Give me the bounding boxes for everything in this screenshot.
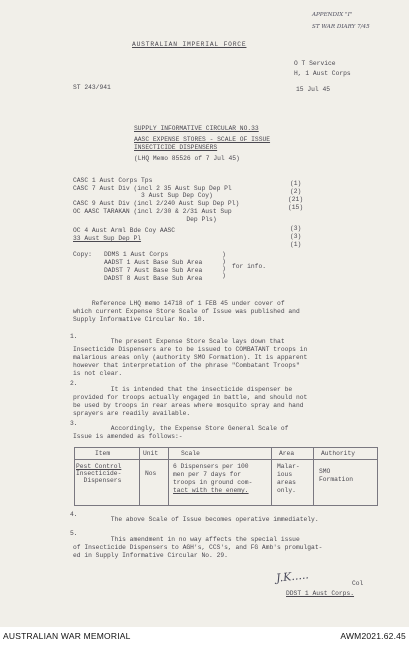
table-cell-area: areas [277,479,296,486]
table-cell-authority: SMO [319,468,331,475]
copy-line: DADST 7 Aust Base Sub Area [104,267,203,274]
para5-line: This amendment in no way affects the special issue [73,536,300,543]
table-divider [271,448,272,505]
handwritten-annotation-line1: APPENDIX "I" [312,12,353,18]
distribution-line: Dep Pls) [73,216,217,223]
footer-accession-number: AWM2021.62.45 [340,631,406,641]
table-cell-area: ious [277,471,293,478]
copy-line: AADST 1 Aust Base Sub Area [104,259,203,266]
intro-line: which current Expense Store Scale of Issue was published and [73,308,300,315]
para3-number: 3. [70,420,78,427]
table-header-authority: Authority [321,450,356,457]
table-header-unit: Unit [143,450,159,457]
distribution-line: OC AASC TARAKAN (incl 2/30 & 2/31 Aust Sup [73,208,232,215]
para5-number: 5. [70,530,78,537]
table-cell-authority: Formation [319,476,354,483]
table-cell-scale: tact with the enemy. [173,487,249,494]
header-title: AUSTRALIAN IMPERIAL FORCE [132,41,247,48]
distribution-count: (3) [290,225,302,232]
reference-number: ST 243/941 [73,84,111,91]
para3-line: Accordingly, the Expense Store General Scale of [73,425,289,432]
table-cell-item: Dispensers [76,477,122,484]
table-cell-unit: Nos [145,470,157,477]
distribution-count: (15) [288,204,304,211]
para1-line: The present Expense Store Scale lays down that [73,338,285,345]
handwritten-signature: J.K..... [275,568,310,585]
table-divider [168,448,169,505]
para2-line: be used by troops in rear areas where mosquito spray and hand [73,402,304,409]
para5-line: ed in Supply Informative Circular No. 29. [73,552,228,559]
para2-line: It is intended that the insecticide dispenser be [73,386,293,393]
table-divider [139,448,140,505]
table-divider [313,448,314,505]
table-cell-scale: 6 Dispensers per 100 [173,463,249,470]
distribution-line: CASC 7 Aust Div (incl 2 35 Aust Sup Dep Pl [73,185,232,192]
distribution-line: OC 4 Aust Arml Bde Coy AASC [73,227,176,234]
signature-rank: Col [352,580,364,587]
distribution-count: (2) [290,188,302,195]
table-cell-item: Pest Control [76,463,122,470]
para1-line: malarious areas only (authority SMO Formation). It is apparent [73,354,308,361]
para5-line: of Insecticide Dispensers to AGH's, CCS's, and FG Amb's promulgat- [73,544,323,551]
distribution-count: (3) [290,233,302,240]
table-header-item: Item [95,450,111,457]
circular-subtitle3: (LHQ Memo 85526 of 7 Jul 45) [134,155,240,162]
copy-label: Copy: [73,251,92,258]
circular-subtitle2: INSECTICIDE DISPENSERS [134,144,218,151]
handwritten-annotation-line2: ST WAR DIARY 7/45 [312,24,370,30]
para2-line: provided for troops actually engaged in battle, and should not [73,394,308,401]
scale-table [74,447,378,506]
office-line2: H, 1 Aust Corps [294,70,351,77]
distribution-line: CASC 9 Aust Div (incl 2/240 Aust Sup Dep Pl) [73,200,240,207]
table-cell-item: Insecticide- [76,470,122,477]
table-header-scale: Scale [181,450,200,457]
copy-bracket: ) ) ) ) [222,251,226,280]
table-header-rule [75,459,377,460]
para1-number: 1. [70,333,78,340]
circular-title: SUPPLY INFORMATIVE CIRCULAR NO.33 [134,125,259,132]
copy-line: DDMS 1 Aust Corps [104,251,169,258]
distribution-count: (1) [290,241,302,248]
circular-subtitle1: AASC EXPENSE STORES - SCALE OF ISSUE [134,136,271,143]
para1-line: is not clear. [73,370,123,377]
office-line1: O T Service [294,60,336,67]
para1-line: Insecticide Dispensers are to be issued to COMBATANT troops in [73,346,308,353]
para1-line: however that interpretation of the phrase "Combatant Troops" [73,362,300,369]
signature-title: DDST 1 Aust Corps. [286,590,355,597]
para3-line: Issue is amended as follows:- [73,433,183,440]
table-cell-scale: men per 7 days for [173,471,242,478]
intro-line: Reference LHQ memo 14718 of 1 FEB 45 under cover of [73,300,285,307]
table-cell-area: only. [277,487,296,494]
distribution-count: (21) [288,196,304,203]
copy-line: DADST 8 Aust Base Sub Area [104,275,203,282]
distribution-count: (1) [290,180,302,187]
para2-line: sprayers are readily available. [73,410,191,417]
table-cell-area: Malar- [277,463,300,470]
distribution-line: 3 Aust Sup Dep Coy) [73,192,213,199]
document-date: 15 Jul 45 [296,86,331,93]
table-cell-scale: troops in ground com- [173,479,253,486]
table-header-area: Area [279,450,295,457]
copy-purpose: for info. [232,263,267,270]
para4-line: The above Scale of Issue becomes operative immediately. [73,516,319,523]
para4-number: 4. [70,511,78,518]
para2-number: 2. [70,380,78,387]
footer-source: AUSTRALIAN WAR MEMORIAL [3,631,131,641]
distribution-line: CASC 1 Aust Corps Tps [73,177,153,184]
intro-line: Supply Informative Circular No. 10. [73,316,206,323]
distribution-line: 33 Aust Sup Dep Pl [73,235,142,242]
